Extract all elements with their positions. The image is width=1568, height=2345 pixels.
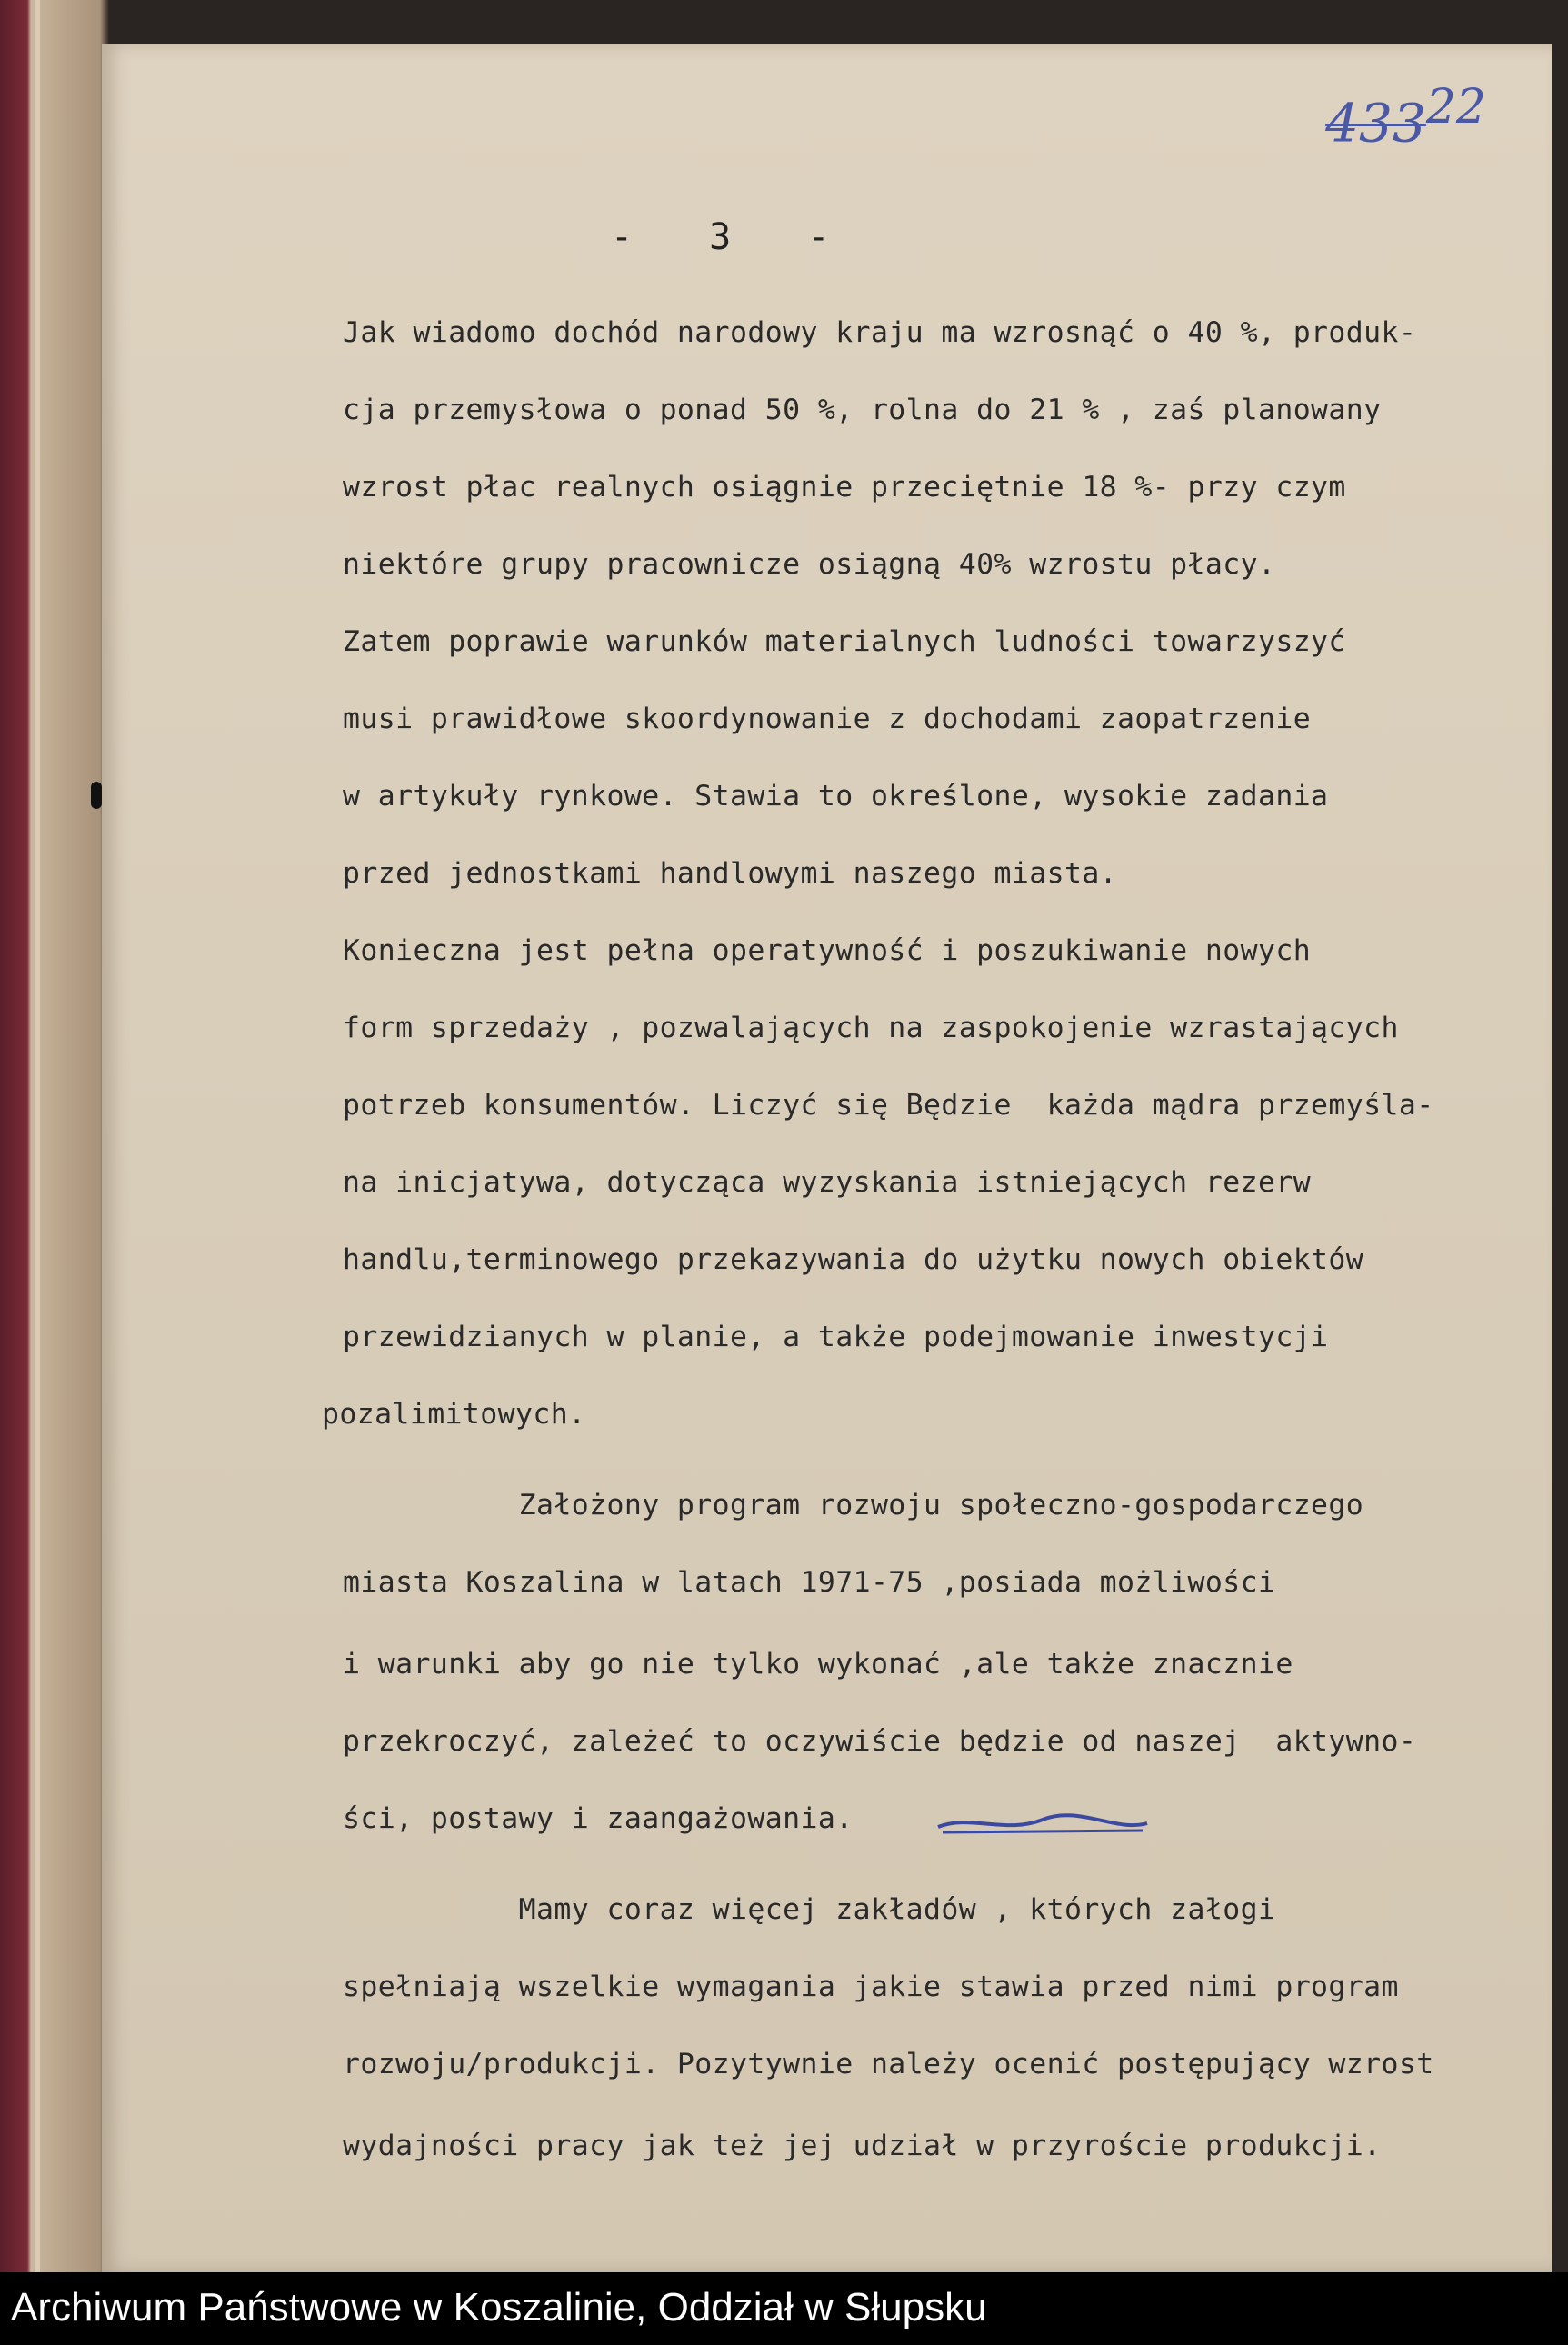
text-line: przekroczyć, zależeć to oczywiście będzie od naszej aktywno-	[343, 1725, 1417, 1758]
footer-text: Archiwum Państwowe w Koszalinie, Oddział w Słupsku	[11, 2285, 987, 2330]
document-page	[102, 44, 1552, 2272]
text-line: rozwoju/produkcji. Pozytywnie należy ocenić postępujący wzrost	[343, 2048, 1434, 2081]
text-line: przewidzianych w planie, a także podejmowanie inwestycji	[343, 1321, 1329, 1353]
text-line: spełniają wszelkie wymagania jakie stawia przed nimi program	[343, 1971, 1399, 2003]
folio-old: 433	[1325, 92, 1426, 155]
text-line: form sprzedaży , pozwalających na zaspokojenie wzrastających	[343, 1012, 1399, 1044]
book-binding	[0, 0, 109, 2272]
binding-stitch	[35, 0, 40, 2272]
page-number: - 3 -	[611, 216, 857, 258]
text-line: w artykuły rynkowe. Stawia to określone, wysokie zadania	[343, 780, 1329, 813]
body-text	[102, 44, 1552, 2272]
handwritten-strikethrough	[934, 1807, 1152, 1843]
archive-footer	[0, 2272, 1568, 2345]
text-line: przed jednostkami handlowymi naszego miasta.	[343, 857, 1118, 890]
text-line: niektóre grupy pracownicze osiągną 40% wzrostu płacy.	[343, 548, 1276, 581]
text-line: Założony program rozwoju społeczno-gospodarczego	[343, 1489, 1364, 1522]
text-line: musi prawidłowe skoordynowanie z dochodami zaopatrzenie	[343, 703, 1312, 735]
folio-new: 22	[1425, 80, 1486, 135]
text-line: pozalimitowych.	[322, 1398, 586, 1431]
text-line: miasta Koszalina w latach 1971-75 ,posiada możliwości	[343, 1566, 1276, 1599]
text-line: potrzeb konsumentów. Liczyć się Będzie każda mądra przemyśla-	[343, 1089, 1434, 1122]
text-line: handlu,terminowego przekazywania do użytku nowych obiektów	[343, 1243, 1364, 1276]
text-line: wydajności pracy jak też jej udział w przyroście produkcji.	[343, 2130, 1382, 2162]
text-line: Zatem poprawie warunków materialnych ludności towarzyszyć	[343, 625, 1346, 658]
text-line: na inicjatywa, dotycząca wyzyskania istniejących rezerw	[343, 1166, 1312, 1199]
punch-hole-mark	[91, 782, 102, 809]
text-line: i warunki aby go nie tylko wykonać ,ale także znacznie	[343, 1648, 1293, 1681]
text-line: ści, postawy i zaangażowania.	[343, 1802, 854, 1835]
text-line: wzrost płac realnych osiągnie przeciętnie 18 %- przy czym	[343, 471, 1346, 504]
text-line: Mamy coraz więcej zakładów , których załogi	[343, 1893, 1276, 1926]
text-line: Konieczna jest pełna operatywność i poszukiwanie nowych	[343, 934, 1312, 967]
text-line: Jak wiadomo dochód narodowy kraju ma wzrosnąć o 40 %, produk-	[343, 316, 1417, 349]
text-line: cja przemysłowa o ponad 50 %, rolna do 21 % , zaś planowany	[343, 394, 1382, 426]
